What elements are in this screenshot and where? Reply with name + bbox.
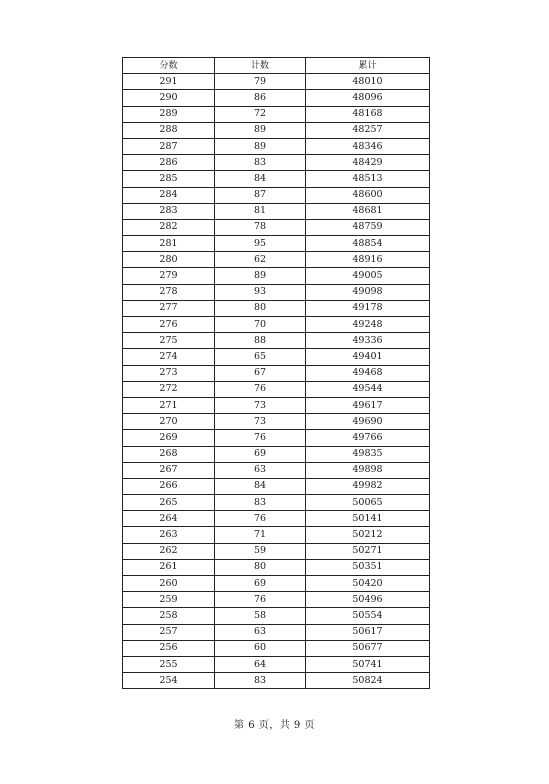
cumulative-cell: 48854 <box>306 236 430 252</box>
table-row <box>123 576 430 592</box>
table-row <box>123 106 430 122</box>
score-cell: 255 <box>123 656 215 672</box>
cumulative-cell: 50617 <box>306 624 430 640</box>
cumulative-cell: 50677 <box>306 640 430 656</box>
count-cell: 93 <box>215 284 306 300</box>
score-cell: 269 <box>123 430 215 446</box>
count-cell: 84 <box>215 478 306 494</box>
table-row <box>123 122 430 138</box>
cumulative-cell: 50824 <box>306 673 430 689</box>
table-row <box>123 559 430 575</box>
score-cell: 272 <box>123 381 215 397</box>
cumulative-cell: 48010 <box>306 74 430 90</box>
table-row <box>123 446 430 462</box>
table-row <box>123 203 430 219</box>
count-cell: 69 <box>215 576 306 592</box>
count-cell: 76 <box>215 592 306 608</box>
score-cell: 288 <box>123 122 215 138</box>
cumulative-cell: 50420 <box>306 576 430 592</box>
cumulative-cell: 50496 <box>306 592 430 608</box>
table-row <box>123 138 430 154</box>
score-cell: 277 <box>123 300 215 316</box>
table-row <box>123 317 430 333</box>
cumulative-cell: 50141 <box>306 511 430 527</box>
score-cell: 286 <box>123 155 215 171</box>
count-cell: 60 <box>215 640 306 656</box>
table-row <box>123 349 430 365</box>
table-row <box>123 397 430 413</box>
cumulative-cell: 50065 <box>306 495 430 511</box>
score-cell: 270 <box>123 414 215 430</box>
cumulative-cell: 49898 <box>306 462 430 478</box>
score-cell: 254 <box>123 673 215 689</box>
score-cell: 259 <box>123 592 215 608</box>
cumulative-cell: 48600 <box>306 187 430 203</box>
score-cell: 265 <box>123 495 215 511</box>
count-cell: 76 <box>215 430 306 446</box>
count-cell: 73 <box>215 414 306 430</box>
table-row <box>123 252 430 268</box>
score-cell: 266 <box>123 478 215 494</box>
count-cell: 63 <box>215 624 306 640</box>
count-cell: 76 <box>215 381 306 397</box>
cumulative-cell: 48346 <box>306 138 430 154</box>
cumulative-cell: 48759 <box>306 219 430 235</box>
score-cell: 280 <box>123 252 215 268</box>
count-cell: 70 <box>215 317 306 333</box>
cumulative-cell: 48513 <box>306 171 430 187</box>
count-cell: 63 <box>215 462 306 478</box>
score-cell: 281 <box>123 236 215 252</box>
score-cell: 285 <box>123 171 215 187</box>
page-footer: 第 6 页，共 9 页 <box>234 720 315 731</box>
score-cell: 262 <box>123 543 215 559</box>
table-row <box>123 527 430 543</box>
cumulative-cell: 50554 <box>306 608 430 624</box>
table-row <box>123 624 430 640</box>
count-cell: 78 <box>215 219 306 235</box>
score-cell: 256 <box>123 640 215 656</box>
score-cell: 284 <box>123 187 215 203</box>
table-row <box>123 333 430 349</box>
count-cell: 81 <box>215 203 306 219</box>
score-cell: 261 <box>123 559 215 575</box>
table-row <box>123 268 430 284</box>
score-cell: 274 <box>123 349 215 365</box>
count-cell: 80 <box>215 559 306 575</box>
cumulative-cell: 48257 <box>306 122 430 138</box>
count-cell: 65 <box>215 349 306 365</box>
count-cell: 72 <box>215 106 306 122</box>
count-cell: 62 <box>215 252 306 268</box>
count-cell: 89 <box>215 268 306 284</box>
count-cell: 89 <box>215 138 306 154</box>
header-score: 分数 <box>123 58 215 74</box>
score-cell: 263 <box>123 527 215 543</box>
cumulative-cell: 49544 <box>306 381 430 397</box>
cumulative-cell: 50741 <box>306 656 430 672</box>
count-cell: 76 <box>215 511 306 527</box>
cumulative-cell: 49178 <box>306 300 430 316</box>
cumulative-cell: 48429 <box>306 155 430 171</box>
table-row <box>123 155 430 171</box>
count-cell: 86 <box>215 90 306 106</box>
count-cell: 83 <box>215 495 306 511</box>
count-cell: 88 <box>215 333 306 349</box>
cumulative-cell: 50271 <box>306 543 430 559</box>
score-cell: 279 <box>123 268 215 284</box>
table-row <box>123 673 430 689</box>
table-row <box>123 478 430 494</box>
count-cell: 69 <box>215 446 306 462</box>
count-cell: 87 <box>215 187 306 203</box>
table-row <box>123 414 430 430</box>
table-row <box>123 284 430 300</box>
score-cell: 258 <box>123 608 215 624</box>
cumulative-cell: 49835 <box>306 446 430 462</box>
table-row <box>123 171 430 187</box>
cumulative-cell: 49617 <box>306 397 430 413</box>
count-cell: 84 <box>215 171 306 187</box>
score-distribution-table <box>122 57 430 689</box>
score-cell: 291 <box>123 74 215 90</box>
count-cell: 73 <box>215 397 306 413</box>
table-row <box>123 462 430 478</box>
table-row <box>123 430 430 446</box>
score-cell: 271 <box>123 397 215 413</box>
count-cell: 83 <box>215 155 306 171</box>
count-cell: 83 <box>215 673 306 689</box>
score-cell: 290 <box>123 90 215 106</box>
cumulative-cell: 48681 <box>306 203 430 219</box>
cumulative-cell: 49005 <box>306 268 430 284</box>
table-header-row <box>123 58 430 74</box>
table-row <box>123 511 430 527</box>
score-cell: 257 <box>123 624 215 640</box>
cumulative-cell: 49982 <box>306 478 430 494</box>
count-cell: 80 <box>215 300 306 316</box>
count-cell: 58 <box>215 608 306 624</box>
cumulative-cell: 49401 <box>306 349 430 365</box>
score-cell: 264 <box>123 511 215 527</box>
table-row <box>123 187 430 203</box>
table-row <box>123 640 430 656</box>
score-cell: 275 <box>123 333 215 349</box>
table-row <box>123 74 430 90</box>
score-cell: 282 <box>123 219 215 235</box>
count-cell: 79 <box>215 74 306 90</box>
count-cell: 95 <box>215 236 306 252</box>
score-cell: 273 <box>123 365 215 381</box>
cumulative-cell: 50351 <box>306 559 430 575</box>
cumulative-cell: 48168 <box>306 106 430 122</box>
cumulative-cell: 48916 <box>306 252 430 268</box>
header-cumulative: 累计 <box>306 58 430 74</box>
score-cell: 260 <box>123 576 215 592</box>
table-row <box>123 608 430 624</box>
count-cell: 59 <box>215 543 306 559</box>
table-row <box>123 381 430 397</box>
score-cell: 278 <box>123 284 215 300</box>
cumulative-cell: 49336 <box>306 333 430 349</box>
cumulative-cell: 49690 <box>306 414 430 430</box>
score-cell: 267 <box>123 462 215 478</box>
count-cell: 71 <box>215 527 306 543</box>
cumulative-cell: 50212 <box>306 527 430 543</box>
score-cell: 283 <box>123 203 215 219</box>
count-cell: 64 <box>215 656 306 672</box>
cumulative-cell: 49248 <box>306 317 430 333</box>
score-cell: 289 <box>123 106 215 122</box>
table-row <box>123 592 430 608</box>
table-body <box>123 74 430 689</box>
count-cell: 67 <box>215 365 306 381</box>
table-row <box>123 219 430 235</box>
cumulative-cell: 49766 <box>306 430 430 446</box>
table-row <box>123 495 430 511</box>
score-cell: 268 <box>123 446 215 462</box>
table-row <box>123 236 430 252</box>
cumulative-cell: 49098 <box>306 284 430 300</box>
table-row <box>123 90 430 106</box>
header-count: 计数 <box>215 58 306 74</box>
table-row <box>123 300 430 316</box>
cumulative-cell: 49468 <box>306 365 430 381</box>
table-row <box>123 656 430 672</box>
score-cell: 276 <box>123 317 215 333</box>
score-cell: 287 <box>123 138 215 154</box>
table-row <box>123 365 430 381</box>
cumulative-cell: 48096 <box>306 90 430 106</box>
table-row <box>123 543 430 559</box>
count-cell: 89 <box>215 122 306 138</box>
